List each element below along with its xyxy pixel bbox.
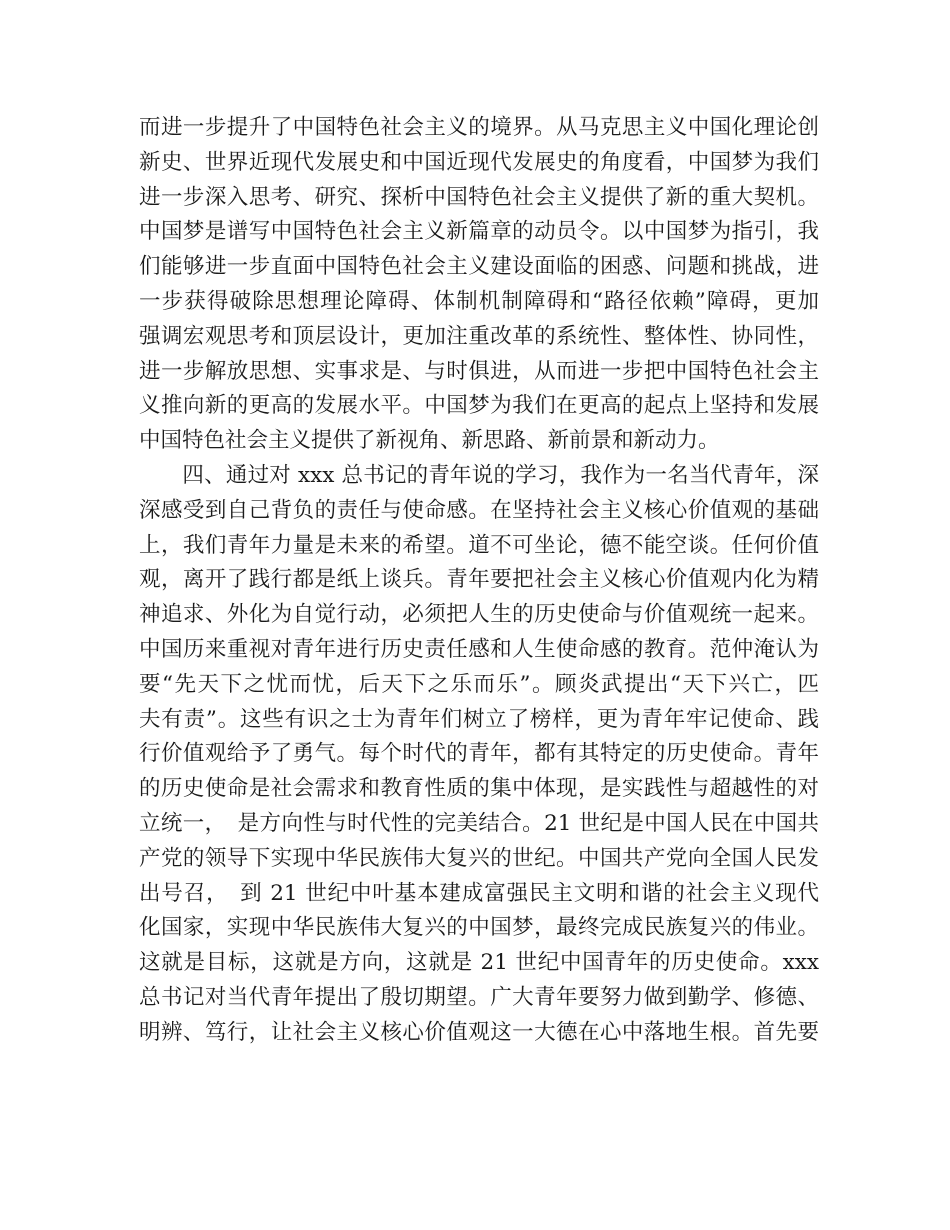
text-line: 新史、世界近现代发展史和中国近现代发展史的角度看，中国梦为我们 bbox=[139, 149, 819, 175]
text-line: 神追求、外化为自觉行动，必须把人生的历史使命与价值观统一起来。 bbox=[139, 602, 819, 628]
text-line: 总书记对当代青年提出了殷切期望。广大青年要努力做到勤学、修德、 bbox=[139, 984, 819, 1010]
text-line: 而进一步提升了中国特色社会主义的境界。从马克思主义中国化理论创 bbox=[139, 115, 819, 140]
text-line: 一步获得破除思想理论障碍、体制机制障碍和“路径依赖”障碍，更加 bbox=[139, 288, 819, 314]
text-line: 这就是目标，这就是方向，这就是 21 世纪中国青年的历史使命。xxx bbox=[139, 950, 819, 976]
text-line: 义推向新的更高的发展水平。中国梦为我们在更高的起点上坚持和发展 bbox=[139, 393, 819, 419]
text-line: 夫有责”。这些有识之士为青年们树立了榜样，更为青年牢记使命、践 bbox=[139, 706, 819, 732]
text-line: 出号召， 到 21 世纪中叶基本建成富强民主文明和谐的社会主义现代 bbox=[139, 880, 819, 906]
text-line: 明辨、笃行，让社会主义核心价值观这一大德在心中落地生根。首先要 bbox=[139, 1019, 819, 1045]
text-line: 们能够进一步直面中国特色社会主义建设面临的困惑、问题和挑战，进 bbox=[139, 254, 819, 280]
text-line: 观，离开了践行都是纸上谈兵。青年要把社会主义核心价值观内化为精 bbox=[139, 567, 819, 593]
body-text bbox=[139, 111, 819, 1051]
text-line: 进一步深入思考、研究、探析中国特色社会主义提供了新的重大契机。 bbox=[139, 184, 819, 210]
text-line: 进一步解放思想、实事求是、与时俱进，从而进一步把中国特色社会主 bbox=[139, 358, 819, 384]
text-line: 产党的领导下实现中华民族伟大复兴的世纪。中国共产党向全国人民发 bbox=[139, 845, 819, 871]
text-line: 立统一， 是方向性与时代性的完美结合。21 世纪是中国人民在中国共 bbox=[139, 810, 819, 836]
text-line: 深感受到自己背负的责任与使命感。在坚持社会主义核心价值观的基础 bbox=[139, 497, 819, 523]
text-line: 行价值观给予了勇气。每个时代的青年，都有其特定的历史使命。青年 bbox=[139, 741, 819, 767]
text-line: 中国历来重视对青年进行历史责任感和人生使命感的教育。范仲淹认为 bbox=[139, 636, 819, 662]
text-line: 化国家，实现中华民族伟大复兴的中国梦，最终完成民族复兴的伟业。 bbox=[139, 915, 819, 941]
text-line: 上，我们青年力量是未来的希望。道不可坐论，德不能空谈。任何价值 bbox=[139, 532, 819, 558]
text-line: 的历史使命是社会需求和教育性质的集中体现，是实践性与超越性的对 bbox=[139, 776, 819, 802]
paragraph-end-line: 中国特色社会主义提供了新视角、新思路、新前景和新动力。 bbox=[139, 428, 720, 454]
paragraph-start-line: 四、通过对 xxx 总书记的青年说的学习，我作为一名当代青年，深 bbox=[139, 462, 819, 488]
text-line: 要“先天下之忧而忧，后天下之乐而乐”。顾炎武提出“天下兴亡，匹 bbox=[139, 671, 819, 697]
text-line: 强调宏观思考和顶层设计，更加注重改革的系统性、整体性、协同性， bbox=[139, 323, 819, 349]
text-line: 中国梦是谱写中国特色社会主义新篇章的动员令。以中国梦为指引，我 bbox=[139, 219, 819, 245]
